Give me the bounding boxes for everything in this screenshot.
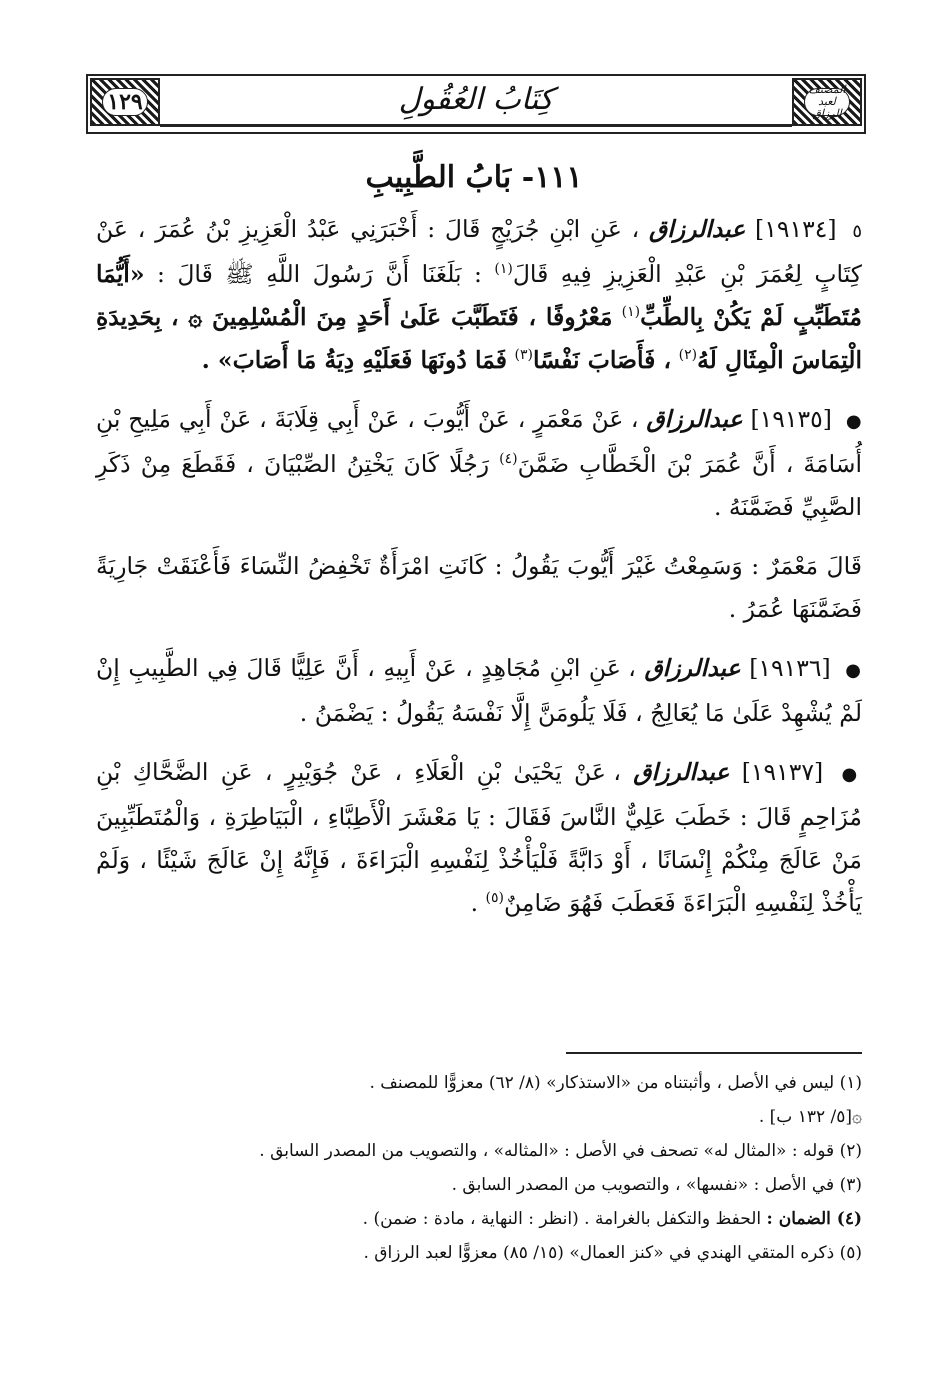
hadith-text: ، عَنِ ابْنِ مُجَاهِدٍ ، عَنْ أَبِيهِ ، أَنَّ عَلِيًّا قَالَ فِي الطَّبِيبِ إِنْ لَمْ يُشْهِدْ عَلَىٰ مَا يُعَالِجُ ، فَلَا يَلُومَنَّ إِلَّا نَفْسَهُ يَقُولُ : يَضْمَنُ . (96, 654, 862, 727)
hadith-text: ، عَنْ يَحْيَىٰ بْنِ الْعَلَاءِ ، عَنْ جُوَيْبِرٍ ، عَنِ الضَّحَّاكِ بْنِ مُزَاحِمٍ قَالَ : خَطَبَ عَلِيٌّ النَّاسَ فَقَالَ : يَا مَعْشَرَ الْأَطِبَّاءِ ، الْبَيَاطِرَةِ ، وَالْمُتَطَبِّبِينَ مَنْ عَالَجَ مِنْكُمْ إِنْسَانًا ، أَوْ دَابَّةً فَلْيَأْخُذْ لِنَفْسِهِ الْبَرَاءَةَ ، فَإِنَّهُ إِنْ عَالَجَ شَيْئًا ، وَلَمْ يَأْخُذْ لِنَفْسِهِ الْبَرَاءَةَ فَعَطَبَ فَهُوَ ضَامِنٌ (96, 758, 862, 917)
narrator-name: عبدالرزاق (644, 654, 741, 682)
footnotes (96, 1066, 862, 1270)
footnote-1: (١) ليس في الأصل ، وأثبتناه من «الاستذكار» (٨/ ٦٢) معزوًّا للمصنف . (369, 1073, 862, 1093)
hadith-number: [١٩١٣٦] (749, 654, 831, 682)
footnote-4 (96, 1202, 862, 1236)
hadith-text: رَجُلًا كَانَ يَخْتِنُ الصِّبْيَانَ ، فَقَطَعَ مِنْ ذَكَرِ الصَّبِيِّ فَضَمَّنَهُ . (96, 450, 862, 521)
main-text (96, 208, 862, 941)
prophetic-text: فَمَا دُونَهَا فَعَلَيْهِ دِيَةُ مَا أَصَابَ» . (201, 346, 508, 374)
footnote-divider (566, 1052, 862, 1054)
hadith-19137 (96, 751, 862, 925)
hadith-text: : بَلَغَنَا أَنَّ رَسُولَ اللَّهِ ﷺ قَالَ : (156, 260, 482, 288)
hadith-19134 (96, 208, 862, 382)
narrator-name: عبدالرزاق (633, 758, 730, 786)
footnote-text: الحفظ والتكفل بالغرامة . (انظر : النهاية ، مادة : ضمن) . (362, 1209, 762, 1229)
hadith-number: [١٩١٣٥] (750, 405, 832, 433)
footnote-ref: (١) (621, 304, 641, 321)
page-number: ١٢٩ (107, 89, 143, 115)
footnote-3: (٣) في الأصل : «نفسها» ، والتصويب من المصدر السابق . (451, 1175, 862, 1195)
narrator-name: عبدالرزاق (646, 405, 743, 433)
footnote-5: (٥) ذكره المتقي الهندي في «كنز العمال» (١٥/ ٨٥) معزوًّا لعبد الرزاق . (363, 1243, 862, 1263)
seal-text: المصنف لعبد الرزاق (808, 82, 846, 121)
page-header (86, 74, 866, 134)
footnote-term: (٤) الضمان : (766, 1209, 862, 1229)
hadith-text: قَالَ مَعْمَرٌ : وَسَمِعْتُ غَيْرَ أَيُّوبَ يَقُولُ : كَانَتِ امْرَأَةٌ تَخْفِضُ النِّسَاءَ فَأَعْنَقَتْ جَارِيَةً فَضَمَّنَهَا عُمَرُ . (96, 552, 862, 623)
footnote-ref: (٢) (678, 347, 698, 364)
hadith-19136 (96, 647, 862, 735)
hadith-number: [١٩١٣٧] (741, 758, 824, 786)
folio-note: ۞[٥/ ١٣٢ ب] . (758, 1107, 862, 1127)
hadith-19135 (96, 398, 862, 529)
hadith-marker: ● (845, 411, 862, 432)
hadith-marker: ● (845, 660, 862, 681)
header-rule (160, 124, 792, 127)
footnote-ref: (٤) (499, 451, 518, 468)
commentary-mamar (96, 545, 862, 631)
hadith-number: [١٩١٣٤] (755, 215, 837, 243)
prophetic-text: مَعْرُوفًا ، فَتَطَبَّبَ عَلَىٰ أَحَدٍ مِنَ الْمُسْلِمِينَ ۞ ، بِحَدِيدَةِ الْتِمَاسَ الْمِثَالِ لَهُ (96, 303, 862, 374)
hadith-marker: ٥ (852, 221, 862, 242)
running-title: كِتَابُ العُقُولِ (398, 82, 554, 117)
chapter-title: ١١١- بَابُ الطَّبِيبِ (365, 160, 583, 195)
hadith-text: . (470, 889, 479, 917)
prophetic-text: «أَيُّمَا مُتَطَبِّبٍ لَمْ يَكُنْ بِالطِّبِّ (96, 260, 862, 331)
footnote-ref: (١) (494, 261, 513, 278)
narrator-name: عبدالرزاق (649, 215, 746, 243)
hadith-text: ، عَنْ مَعْمَرٍ ، عَنْ أَيُّوبَ ، عَنْ أَبِي قِلَابَةَ ، عَنْ أَبِي مَلِيحِ بْنِ أُسَامَةَ ، أَنَّ عُمَرَ بْنَ الْخَطَّابِ ضَمَّنَ (96, 405, 862, 478)
footnote-ref: (٣) (514, 347, 533, 364)
footnote-2: (٢) قوله : «المثال له» تصحف في الأصل : «المثاله» ، والتصويب من المصدر السابق . (259, 1141, 862, 1161)
hadith-marker: ● (841, 764, 862, 785)
prophetic-text: ، فَأَصَابَ نَفْسًا (532, 346, 672, 374)
page-number-ornament (90, 78, 160, 126)
footnote-ref: (٥) (485, 890, 505, 907)
hadith-text: ، عَنِ ابْنِ جُرَيْجٍ قَالَ : أَخْبَرَنِي عَبْدُ الْعَزِيزِ بْنُ عُمَرَ ، عَنْ كِتَابٍ لِعُمَرَ بْنِ عَبْدِ الْعَزِيزِ فِيهِ قَالَ (96, 215, 862, 288)
